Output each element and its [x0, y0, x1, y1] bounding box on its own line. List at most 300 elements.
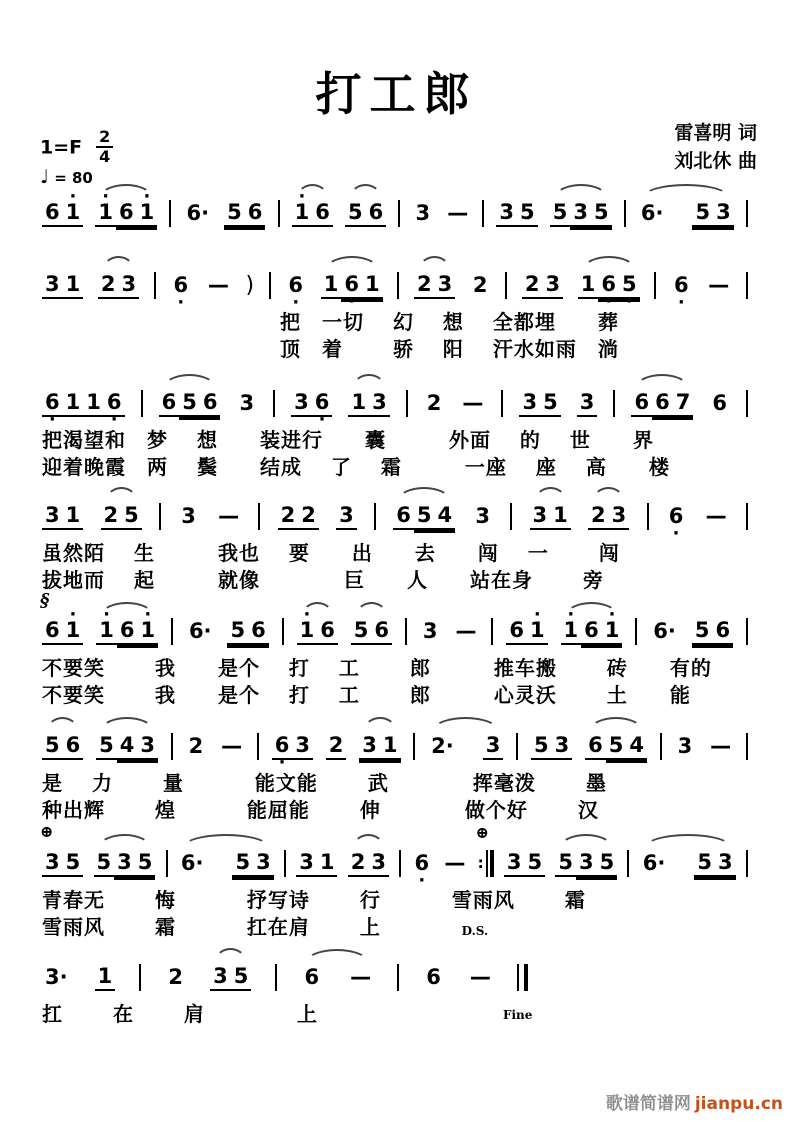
beam-group [272, 732, 313, 760]
note: 6 [366, 199, 387, 227]
note: 5 [692, 617, 713, 645]
time-top: 2 [96, 128, 113, 148]
note: 6 [426, 964, 441, 989]
note: 6· [180, 850, 204, 875]
music-line-8 [42, 960, 533, 1028]
music-line-3 [42, 386, 748, 481]
barline [154, 272, 156, 299]
beam-group [692, 617, 733, 645]
slur-group [297, 617, 338, 645]
lyrics-row-2: 不要笑 我 是个 打 工 郎 心灵沃 土 能 [42, 683, 691, 707]
note: 2 [326, 732, 347, 760]
barline [516, 733, 518, 760]
slur-group [585, 732, 647, 760]
beam-group [227, 617, 268, 645]
beam-group [504, 849, 545, 877]
note: 1 [578, 271, 599, 299]
time-signature [96, 128, 113, 165]
note: 3 ⊕ [42, 849, 63, 877]
barline [746, 390, 748, 417]
note: · 1 [137, 617, 158, 645]
slur-group [95, 199, 157, 227]
beam-group [296, 849, 337, 877]
lyrics-row-1: 不要笑 我 是个 打 工 郎 推车搬 砖 有的 [42, 656, 712, 680]
note: 7 [673, 389, 694, 417]
music-line-7 [40, 821, 748, 941]
note: 6 [317, 617, 338, 645]
note: 6 [42, 199, 63, 227]
lyricist-credit: 雷喜明 词 [674, 122, 757, 144]
barline [627, 850, 629, 877]
note: 6 § [42, 617, 63, 645]
slur-group [631, 389, 693, 417]
note: 3 [291, 389, 312, 417]
duration-dash: — [218, 504, 240, 528]
note: · 1 [63, 199, 84, 227]
note: 6 [393, 502, 414, 530]
barline [171, 733, 173, 760]
note: 3 [119, 271, 140, 299]
note: 6 [585, 732, 606, 760]
note: · 1 [297, 617, 318, 645]
note: 6 [159, 389, 180, 417]
note: 1 [317, 849, 338, 877]
note: 5 [121, 502, 142, 530]
barline [398, 200, 400, 227]
note: 6 [116, 199, 137, 227]
slur-group [393, 502, 455, 530]
note: 5 [517, 199, 538, 227]
song-title: 打工郎 [315, 67, 478, 121]
lyrics-row-1: 扛 在 肩 上 [42, 1002, 318, 1026]
barline [397, 964, 399, 991]
barline [169, 200, 171, 227]
note: 1 [348, 389, 369, 417]
barline [159, 503, 161, 530]
coda-icon: ⊕ [475, 822, 489, 842]
key-label: 1=F [40, 136, 83, 159]
note: 5 [692, 199, 713, 227]
note: 3 [137, 732, 158, 760]
note: 3· [45, 964, 68, 989]
note: 6 · [285, 272, 306, 298]
note: 3 [368, 849, 389, 877]
note: 5 [227, 617, 248, 645]
slur-group [550, 199, 612, 227]
beam-group [224, 199, 265, 227]
slur-group [159, 389, 221, 417]
note: 3 [715, 849, 736, 877]
note: 1 [63, 271, 84, 299]
barline [746, 618, 748, 645]
beam-group [40, 821, 83, 877]
note: · 1 [292, 199, 313, 227]
note: 1 [362, 271, 383, 299]
slur-group [428, 732, 503, 760]
final-barline [502, 964, 533, 1022]
notation-row [42, 386, 748, 420]
tempo-marking [40, 166, 93, 188]
note: 2 [522, 271, 543, 299]
note: 5 [524, 849, 545, 877]
slur-group [292, 199, 333, 227]
barline [282, 618, 284, 645]
duration-dash: — [207, 273, 229, 297]
note: 5 [351, 617, 372, 645]
note: 5 [231, 963, 252, 991]
duration-dash: — [444, 851, 466, 875]
note: 2 [188, 733, 204, 758]
duration-dash: — [447, 201, 469, 225]
note: 6 [63, 732, 84, 760]
duration-dash: — [350, 965, 372, 989]
barline [397, 272, 399, 299]
note: · 1 [561, 617, 582, 645]
note: 5 [224, 199, 245, 227]
note: 6 [652, 389, 673, 417]
note: 6· [188, 618, 212, 643]
barline [624, 200, 626, 227]
note: 3 [435, 271, 456, 299]
barline [139, 964, 141, 991]
barline [171, 618, 173, 645]
notation-row [42, 196, 748, 230]
note: · 1 [602, 617, 623, 645]
barline [510, 503, 512, 530]
barline [257, 733, 259, 760]
note: 6 [117, 617, 138, 645]
note: 3 [359, 732, 380, 760]
beam-group [519, 389, 560, 417]
note: 5 [345, 199, 366, 227]
note: 5 [135, 849, 156, 877]
note: 2 [414, 271, 435, 299]
barline [635, 618, 637, 645]
watermark-site-name: 歌谱简谱网 [605, 1094, 691, 1114]
note: 2 [298, 502, 319, 530]
note: 3 [296, 849, 317, 877]
note: 6 [631, 389, 652, 417]
barline [413, 733, 415, 760]
barline [405, 618, 407, 645]
barline [746, 733, 748, 760]
barline [746, 503, 748, 530]
slur-group [414, 271, 455, 299]
note: 2 [168, 964, 184, 989]
note: 3 [504, 849, 525, 877]
note: 6· [653, 618, 676, 643]
slur-group [351, 617, 392, 645]
note: 6· [642, 850, 666, 875]
barline [505, 272, 507, 299]
slur-group [348, 849, 389, 877]
note: 3 [475, 503, 490, 528]
beam-group [42, 271, 83, 299]
note: 3 [114, 849, 135, 877]
note: 3 [369, 389, 390, 417]
note: 4 [435, 502, 456, 530]
note: 2 [278, 502, 299, 530]
duration-dash: — [710, 734, 732, 758]
music-line-1 [42, 196, 748, 230]
note: 6 · [411, 850, 432, 876]
composer-credit: 刘北休 曲 [674, 149, 757, 172]
note: 2· [431, 733, 454, 758]
beam-group [42, 199, 83, 227]
note: 6 · [671, 272, 692, 298]
note: 3 [576, 849, 597, 877]
music-line-2 [42, 268, 748, 363]
barline [491, 618, 493, 645]
slur-group [96, 617, 158, 645]
slur-group [210, 963, 251, 991]
note: 1 [83, 389, 104, 417]
note: 3 [422, 618, 438, 643]
note: 6 [200, 389, 221, 417]
note: 5 [550, 199, 571, 227]
slur-group [345, 199, 386, 227]
note: 6 · [272, 732, 293, 760]
note: · 1 [63, 617, 84, 645]
music-line-5 [40, 589, 748, 709]
note: 2 [472, 272, 488, 297]
note: 1 [321, 271, 342, 299]
note: 6 [245, 199, 266, 227]
watermark-site-url: jianpu.cn [694, 1094, 783, 1114]
barline [501, 390, 503, 417]
slur-group [348, 389, 389, 417]
slur-group [588, 502, 629, 530]
slur-group [640, 849, 736, 877]
note: 6· [186, 200, 210, 225]
note: · 1 [96, 617, 117, 645]
note: 3 [336, 502, 357, 530]
note: 3 [542, 271, 563, 299]
music-line-4 [42, 499, 748, 594]
note: 3 [415, 200, 431, 225]
note: 2 [426, 390, 442, 415]
note: 3 [570, 199, 591, 227]
repeat-thick-line [490, 850, 494, 877]
duration-dash: — [708, 273, 730, 297]
note: 5 [591, 199, 612, 227]
quarter-note-icon: ♩ [40, 166, 49, 188]
note: 3 [677, 733, 693, 758]
note: 1 [63, 502, 84, 530]
note: 5 [694, 849, 715, 877]
barline [746, 200, 748, 227]
note: 6 [248, 617, 269, 645]
lyrics-row-2: 雪雨风 霜 扛在肩 上 [42, 915, 381, 939]
navigation-text: Fine [502, 1007, 533, 1022]
note: · 1 [95, 199, 116, 227]
lyrics-row-2: 拔地而 起 就像 巨 人 站在身 旁 [42, 568, 604, 592]
repeat-dots: : [477, 854, 484, 872]
note: 2 [98, 271, 119, 299]
note: 6 · [666, 503, 687, 529]
note: 3 [609, 502, 630, 530]
note: 5 [63, 849, 84, 877]
note: 3 [42, 502, 63, 530]
notation-row [40, 589, 748, 648]
note: 6 [506, 617, 527, 645]
watermark [606, 1089, 783, 1114]
barline [613, 390, 615, 417]
lyrics-row-1: 把 一切 幻 想 全都埋 葬 [280, 310, 619, 334]
slur-group [359, 732, 400, 760]
barline [275, 964, 277, 991]
barline [278, 200, 280, 227]
lyrics-row-2: 种出辉 煌 能屈能 伸 做个好 汉 [42, 798, 599, 822]
segno-icon: § [40, 589, 50, 611]
slur-group [321, 271, 383, 299]
note: 5 [179, 389, 200, 417]
slur-group [638, 199, 734, 227]
note: 5 [606, 732, 627, 760]
note: 1 [380, 732, 401, 760]
lyrics-row-1: 虽然陌 生 我也 要 出 去 闯 一 闯 [42, 541, 620, 565]
notation-row [42, 729, 748, 763]
note: 1 [550, 502, 571, 530]
duration-dash: — [221, 734, 243, 758]
note: 3 [519, 389, 540, 417]
notation-row [42, 268, 748, 302]
note: 2 [588, 502, 609, 530]
beam-group [291, 389, 332, 417]
note: 6 [712, 617, 733, 645]
note: 1 [63, 389, 84, 417]
note: 3 [181, 503, 196, 528]
note: 6 · [42, 389, 63, 417]
beam-group [506, 617, 547, 645]
note: 1 [95, 963, 116, 991]
slur-group [96, 732, 158, 760]
barline [269, 272, 271, 299]
note: 5 [540, 389, 561, 417]
lyrics-row-2: 迎着晚霞 两 鬓 结成 了 霜 一座 座 高 楼 [42, 455, 670, 479]
note: 3 [239, 390, 255, 415]
barline [258, 503, 260, 530]
note: 3 [577, 389, 598, 417]
note: 5 [232, 849, 253, 877]
note: 6· [640, 200, 664, 225]
barline [374, 503, 376, 530]
barline [660, 733, 662, 760]
note: 3 [552, 732, 573, 760]
duration-dash: — [462, 391, 484, 415]
barline [746, 272, 748, 299]
note: 6 [581, 617, 602, 645]
note: 6 [304, 964, 320, 989]
barline [746, 850, 748, 877]
barline [273, 390, 275, 417]
beam-group [42, 389, 125, 417]
note: 6 [371, 617, 392, 645]
slur-group [561, 617, 623, 645]
coda-icon: ⊕ [40, 821, 54, 841]
note: · 1 [527, 617, 548, 645]
note: 6 · [104, 389, 125, 417]
tempo-value: = 80 [54, 169, 93, 187]
note: 6 · [341, 271, 362, 299]
beam-group [496, 199, 537, 227]
note: 6 · [312, 389, 333, 417]
note: 6 [712, 390, 727, 415]
note: 4 [626, 732, 647, 760]
barline [284, 850, 286, 877]
note: 5 [94, 849, 115, 877]
note: 5 [96, 732, 117, 760]
note: 5 [555, 849, 576, 877]
lyrics-row-2: 顶 着 骄 阳 汗水如雨 淌 [280, 337, 619, 361]
music-line-6 [42, 729, 748, 824]
barline [482, 200, 484, 227]
note: 3 [210, 963, 231, 991]
note: 3 [483, 732, 504, 760]
note: 6 · [598, 271, 619, 299]
slur-group [94, 849, 156, 877]
barline [141, 390, 143, 417]
slur-group [555, 849, 617, 877]
barline [647, 503, 649, 530]
repeat-barline [461, 822, 494, 938]
slur-group [530, 502, 571, 530]
note: 5 · [619, 271, 640, 299]
barline [654, 272, 656, 299]
slur-group [178, 849, 274, 877]
beam-group [531, 732, 572, 760]
note: 3 [253, 849, 274, 877]
barline [406, 390, 408, 417]
phrase-paren: ) [245, 272, 255, 298]
beam-group [42, 502, 83, 530]
note: 6 · [171, 272, 192, 298]
note: · 1 [137, 199, 158, 227]
note: 3 [713, 199, 734, 227]
note: 4 [117, 732, 138, 760]
beam-group [40, 589, 83, 645]
beam-group [522, 271, 563, 299]
note: 3 [42, 271, 63, 299]
time-bottom: 4 [99, 146, 111, 166]
note: 3 [292, 732, 313, 760]
notation-row [42, 499, 748, 533]
lyrics-row-1: 青春无 悔 抒写诗 行 雪雨风 霜 [42, 888, 586, 912]
note: 5 [414, 502, 435, 530]
key-signature [40, 128, 113, 165]
note: 5 [531, 732, 552, 760]
barline [166, 850, 168, 877]
note: 5 [42, 732, 63, 760]
note: 2 [101, 502, 122, 530]
slur-group [98, 271, 139, 299]
duration-dash: — [469, 965, 491, 989]
lyrics-row-1: 是 力 量 能文能 武 挥毫泼 墨 [42, 771, 607, 795]
note: 2 [348, 849, 369, 877]
repeat-thin-line [486, 850, 488, 877]
beam-group [278, 502, 319, 530]
navigation-text: D.S. [461, 923, 489, 938]
barline [399, 850, 401, 877]
slur-group [101, 502, 142, 530]
slur-group [42, 732, 83, 760]
note: 5 [597, 849, 618, 877]
note: 6 [312, 199, 333, 227]
duration-dash: — [455, 619, 477, 643]
credits [674, 120, 757, 175]
note: 3 [496, 199, 517, 227]
note: 3 [530, 502, 551, 530]
